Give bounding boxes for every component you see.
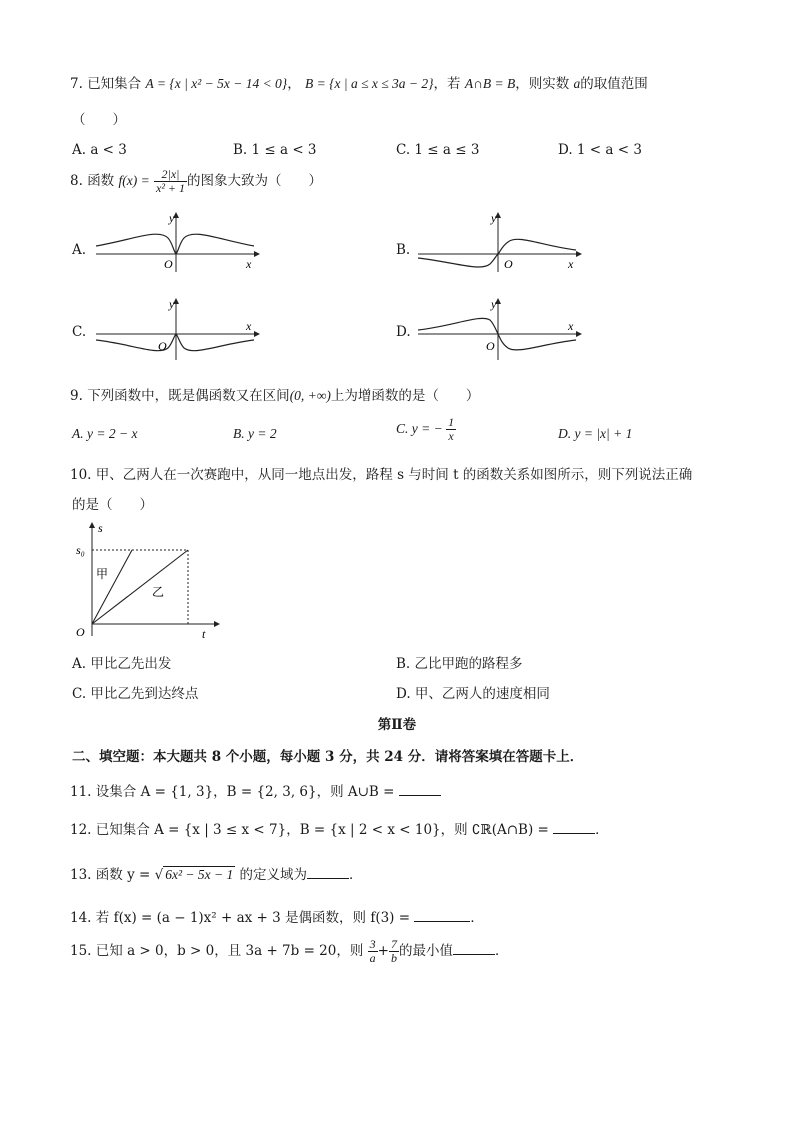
q11-stem: 11. 设集合 A = {1, 3}，B = {2, 3, 6}，则 A∪B = xyxy=(70,780,441,800)
section-title: 第Ⅱ卷 xyxy=(377,717,417,733)
q10-option-a: A. 甲比乙先出发 xyxy=(72,656,172,672)
q8-graph-d-label: D. xyxy=(396,324,411,340)
q13-answer-blank[interactable] xyxy=(307,866,349,879)
q8-graph-d xyxy=(414,298,584,362)
q8-graph-b-label: B. xyxy=(396,242,411,258)
q8-fraction: $\frac{2|x|}{\text{x² + 1}}$ xyxy=(156,167,186,196)
section-header: 二、填空题：本大题共 8 个小题，每小题 3 分，共 24 分．请将答案填在答题卡上． xyxy=(72,749,584,765)
q10-option-d: D. 甲、乙两人的速度相同 xyxy=(396,686,550,702)
q8-graph-b xyxy=(414,212,584,274)
q12-stem: 12. 已知集合 A = {x | 3 ≤ x < 7}，B = {x | 2 < x < 10}，则 ∁ℝ(A∩B) = ． xyxy=(70,822,609,838)
q15-answer-blank[interactable] xyxy=(453,942,495,955)
q9-stem: 9. 下列函数中，既是偶函数又在区间(0, +∞)上为增函数的是（ ） xyxy=(70,388,480,404)
q9-option-a: A. y = 2 − x xyxy=(72,426,138,441)
q8-graph-a xyxy=(92,212,262,274)
q8-graph-c-y: y xyxy=(169,298,175,311)
q10-option-b: B. 乙比甲跑的路程多 xyxy=(396,656,523,672)
q15-stem: 15. 已知 a > 0，b > 0，且 3a + 7b = 20，则 $\frac{3}{a}$ + $\frac{7}{b}$ 的最小值 ． xyxy=(70,937,509,966)
q7-option-d: D. 1 < a < 3 xyxy=(558,142,642,158)
q10-option-c: C. 甲比乙先到达终点 xyxy=(72,686,199,702)
q13-stem: 13. 函数 y = √ 6x² − 5x − 1 的定义域为 ． xyxy=(70,867,363,883)
q10-graph xyxy=(74,520,224,642)
q8-graph-a-label: A. xyxy=(72,242,87,258)
q8-stem: 8. 函数 f(x) = $\frac{2|x|}{\text{x² + 1}}$ 的图象大致为（ ） xyxy=(70,167,323,196)
q8-graph-b-x: x xyxy=(568,257,574,271)
q14-stem: 14. 若 f(x) = (a − 1)x² + ax + 3 是偶函数，则 f(3) = ． xyxy=(70,910,484,926)
q8-graph-c xyxy=(92,298,262,362)
q8-graph-a-y: y xyxy=(169,212,175,225)
q14-answer-blank[interactable] xyxy=(414,909,470,922)
q10-stem-line2: 的是（ ） xyxy=(72,497,153,513)
q7-paren: （ ） xyxy=(72,112,126,128)
q8-graph-d-x: x xyxy=(568,319,574,333)
q7-option-c: C. 1 ≤ a ≤ 3 xyxy=(396,142,480,158)
q10-graph-yi: 乙 xyxy=(152,585,165,599)
q12-answer-blank[interactable] xyxy=(553,821,595,834)
q7-option-b: B. 1 ≤ a < 3 xyxy=(233,142,317,158)
q9-option-d: D. y = |x| + 1 xyxy=(558,426,633,441)
q11-answer-blank[interactable] xyxy=(399,783,441,796)
q10-stem-line1: 10. 甲、乙两人在一次赛跑中，从同一地点出发，路程 s 与时间 t 的函数关系如图所示，则下列说法正确 xyxy=(70,467,693,483)
q8-graph-a-o: O xyxy=(164,257,173,271)
q8-graph-d-y: y xyxy=(491,298,497,311)
q9-option-c: C. y = − $\frac{1}{x}$ xyxy=(396,415,455,444)
q8-graph-c-label: C. xyxy=(72,324,87,340)
q8-graph-c-o: O xyxy=(158,339,167,353)
q10-graph-s: s xyxy=(98,521,103,535)
q9-option-b: B. y = 2 xyxy=(233,426,277,441)
q10-graph-s0: s₀ xyxy=(76,543,85,557)
q8-graph-b-y: y xyxy=(491,212,497,225)
q10-graph-t: t xyxy=(202,627,206,641)
q10-graph-jia: 甲 xyxy=(96,567,109,581)
q8-graph-a-x: x xyxy=(246,257,252,271)
q10-graph-o: O xyxy=(76,625,85,639)
q8-graph-c-x: x xyxy=(246,319,252,333)
q7-stem: 7. 已知集合 A = {x | x² − 5x − 14 < 0}， B = {x | a ≤ x ≤ 3a − 2}，若 A∩B = B，则实数 a的取值范围 xyxy=(70,76,648,92)
q7-option-a: A. a < 3 xyxy=(72,142,127,158)
q8-graph-b-o: O xyxy=(504,257,513,271)
q8-graph-d-o: O xyxy=(486,339,495,353)
